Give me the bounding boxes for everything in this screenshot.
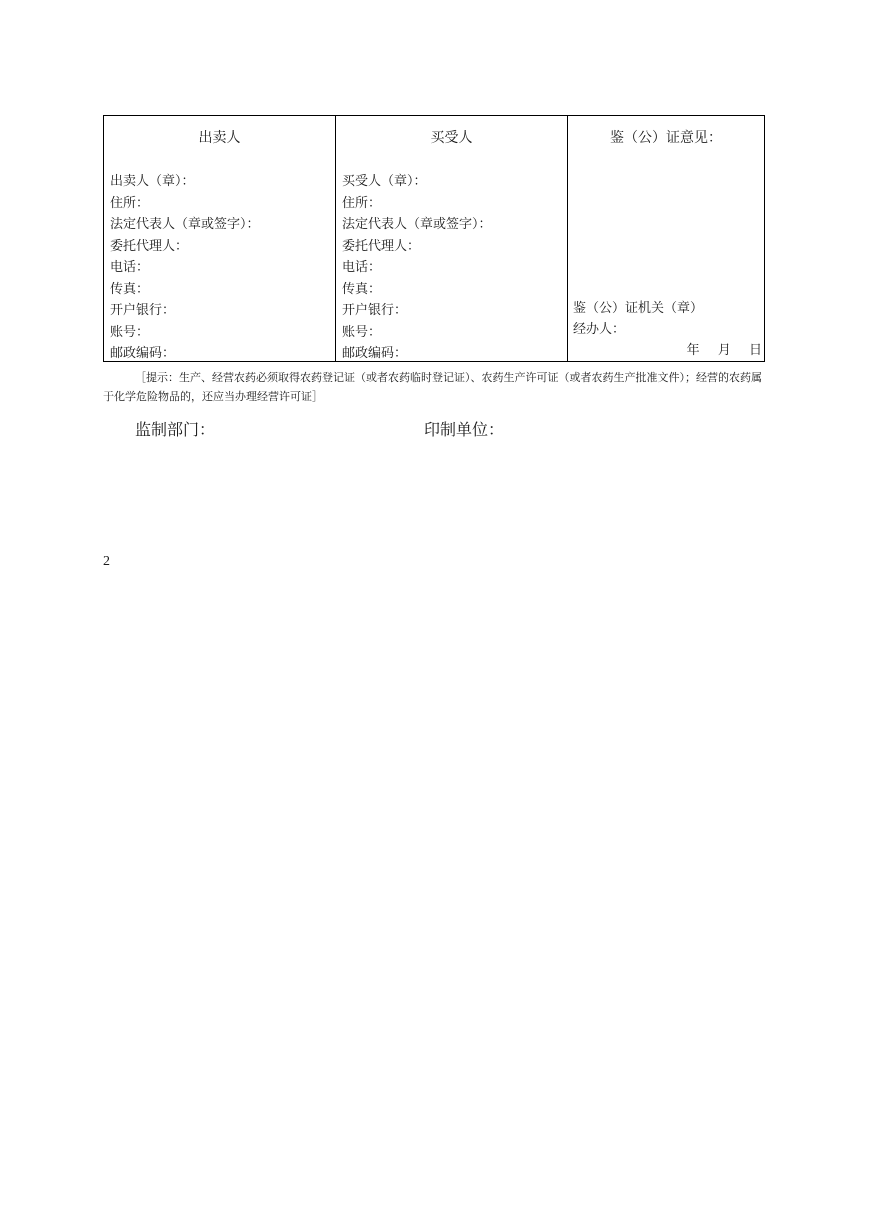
date-month-label: 月: [717, 343, 731, 358]
buyer-field-list: [342, 171, 492, 365]
seller-field-postcode: 邮政编码：: [110, 346, 176, 361]
seller-field-seal: 出卖人（章）：: [110, 174, 195, 189]
buyer-field-seal: 买受人（章）：: [342, 174, 427, 189]
buyer-field-fax: 传真：: [342, 281, 382, 297]
pesticide-license-note: ［提示：生产、经营农药必须取得农药登记证（或者农药临时登记证）、农药生产许可证（或者农药生产批准文件）；经营的农药属于化学危险物品的，还应当办理经营许可证］: [103, 371, 762, 403]
date-day-label: 日: [748, 343, 762, 358]
seller-field-phone: 电话：: [110, 260, 150, 275]
seller-column: [104, 116, 336, 361]
seller-field-fax: 传真：: [110, 281, 150, 297]
seller-heading: 出卖人: [198, 130, 241, 146]
buyer-heading: 买受人: [430, 130, 473, 146]
seller-field-agent: 委托代理人：: [110, 238, 189, 254]
buyer-field-phone: 电话：: [342, 260, 382, 275]
seller-field-account: 账号：: [110, 324, 150, 340]
seller-field-address: 住所：: [110, 195, 150, 211]
buyer-field-address: 住所：: [342, 195, 382, 211]
seller-field-legal-rep: 法定代表人（章或签字）：: [110, 217, 260, 232]
notary-org-label: 鉴（公）证机关（章）: [573, 301, 704, 316]
seller-field-list: [110, 171, 260, 365]
notary-agent-label: 经办人：: [573, 322, 626, 337]
buyer-column: [336, 116, 568, 361]
supervising-department-label: 监制部门：: [135, 420, 216, 439]
seller-field-bank: 开户银行：: [110, 303, 176, 318]
buyer-field-agent: 委托代理人：: [342, 238, 421, 254]
buyer-field-legal-rep: 法定代表人（章或签字）：: [342, 217, 492, 232]
signature-table: [103, 115, 765, 362]
notary-date: [687, 342, 762, 360]
notary-column: [568, 116, 764, 361]
page-number: 2: [103, 554, 110, 569]
printing-unit-label: 印制单位：: [424, 420, 505, 439]
notary-heading: 鉴（公）证意见：: [610, 130, 722, 146]
buyer-field-postcode: 邮政编码：: [342, 346, 408, 361]
buyer-field-bank: 开户银行：: [342, 303, 408, 318]
date-year-label: 年: [686, 343, 700, 358]
buyer-field-account: 账号：: [342, 324, 382, 340]
